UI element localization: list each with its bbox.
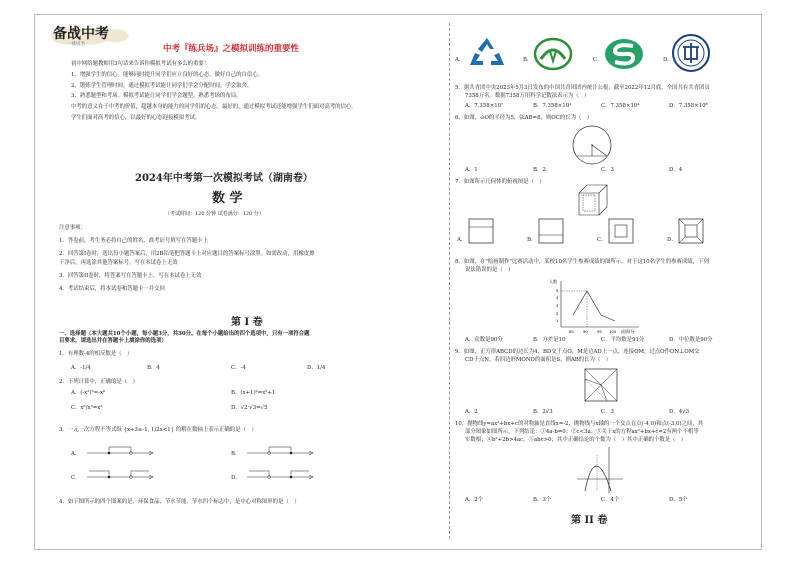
- q6-option-d: D．4: [669, 167, 683, 173]
- exam-page: [34, 14, 762, 550]
- q2-option-c: C．x⁶/x³=x²: [71, 405, 103, 411]
- q8-option-b: B．方差是10: [533, 337, 566, 343]
- q9-option-d: D．4√3: [669, 409, 690, 415]
- energy-saving-icon: [671, 33, 711, 73]
- q2-option-d: D．√2·√3=√5: [231, 405, 268, 411]
- q3-numberline-c: [85, 467, 155, 483]
- brand-logo-text: 备战中考: [53, 26, 109, 42]
- part1-desc: [59, 331, 310, 345]
- note-2: 2．回答第I卷时，选出每小题答案后，用2B铅笔把答题卡上对应题目的答案标号涂黑。如需改动，用橡皮擦: [59, 250, 315, 257]
- q8-ytick-0: 1: [556, 318, 559, 323]
- q2-stem: 2．下列计算中，正确的是（ ）: [59, 379, 138, 385]
- intro-p6: 学生们面对高考的信心，以最好的心态迎接模拟考试。: [71, 114, 201, 121]
- q10-stem-1: 10．抛物线y=ax²+bx+c的对称轴是直线x=-2，抛物线与x轴的一个交点在点(-4,0)和点(-3,0)之间，其: [455, 421, 704, 427]
- q8-ylabel: 人数: [549, 279, 557, 284]
- q4-option-a: A．: [455, 57, 465, 63]
- note-1: 1．答卷前，考生务必将自己的姓名、准考证号填写在答题卡上: [59, 237, 208, 244]
- q8-ytick-4: 5: [556, 288, 559, 293]
- q10-option-d: D．5个: [669, 497, 688, 503]
- q5-option-c: C．7.358×10⁴: [601, 103, 640, 109]
- q8-xlabel: 成绩/分: [621, 329, 635, 334]
- q5-option-d: D．7.358×10⁸: [669, 103, 708, 109]
- note-4: 4．考试结束后，将本试卷和答题卡一并交回: [59, 285, 165, 292]
- column-divider: [449, 23, 450, 539]
- q7-view-c: [607, 217, 635, 245]
- q4-option-c: C．: [593, 57, 603, 63]
- q6-circle-figure: [569, 123, 615, 167]
- q4-option-b: B．: [523, 57, 533, 63]
- q10-option-a: A．2个: [465, 497, 484, 503]
- brand-logo: [49, 21, 131, 49]
- q3-option-a: A．: [71, 451, 81, 457]
- q1-stem: 1．有理数-4的相反数是（ ）: [59, 351, 133, 357]
- intro-p4: 3、熟悉题型和考场。模拟考试能让同学们学会题型，熟悉考场的布局。: [71, 93, 242, 100]
- q10-parabola-figure: [575, 445, 625, 495]
- q7-option-b: B．: [527, 237, 537, 243]
- q8-stem-2: 说法错误的是（ ）: [465, 267, 514, 273]
- q7-option-a: A．: [457, 237, 467, 243]
- q6-option-a: A．1: [465, 167, 478, 173]
- note-3: 3．回答第II卷时，将答案写在答题卡上。写在本试卷上无效: [59, 273, 202, 279]
- intro-block: [71, 61, 431, 122]
- q8-option-c: C．平均数是91分: [601, 337, 645, 343]
- q3-numberline-a: [85, 443, 155, 459]
- part2-heading: 第 II 卷: [571, 515, 608, 526]
- q3-option-d: D．: [231, 475, 241, 481]
- q5-option-b: B．7.358×10³: [533, 103, 572, 109]
- q7-stem: 7．如图所示几何体的俯视图是（ ）: [455, 179, 545, 185]
- exam-title: 2024年中考第一次模拟考试（湖南卷）: [135, 173, 313, 184]
- q5-stem-1: 5．据共青团中央2023年5月3日发布的中国共青团团内统计公报，截至2022年12月底，全国共有共青团员: [455, 85, 710, 91]
- q8-score-chart: [547, 277, 643, 335]
- q10-option-c: C．4个: [601, 497, 620, 503]
- water-saving-icon: [603, 37, 645, 71]
- q8-ytick-2: 3: [556, 303, 559, 308]
- q6-option-b: B．2: [533, 167, 546, 173]
- part1-desc-1: 一、选择题（本大题共10个小题，每小题3分，共30分。在每个小题给出的四个选项中，只有一项符合题: [59, 331, 310, 337]
- q9-stem-1: 9．如图，正方形ABCD的边长为4，BD交于点O，M是边AD上一点，连接OM，过点O作ON⊥OM交: [455, 349, 700, 355]
- q3-option-c: C．: [71, 475, 81, 481]
- q6-option-c: C．3: [601, 167, 614, 173]
- q7-option-c: C．: [597, 237, 607, 243]
- q9-stem-2: CD于点N，若四边形MOND的面积是S，则AB的长为（ ）: [465, 357, 612, 363]
- q3-option-b: B．: [231, 451, 241, 457]
- intro-p3: 2、锻炼学生管理时间。通过模拟考试能让同学们学会分配时间，学会取舍。: [71, 82, 253, 89]
- q5-option-a: A．7.358×10⁷: [465, 103, 504, 109]
- q2-option-b: B．(x+1)²=x²+1: [231, 390, 276, 396]
- q9-option-a: A．2: [465, 409, 478, 415]
- q9-option-c: C．3: [601, 409, 614, 415]
- q3-numberline-b: [245, 443, 315, 459]
- part1-desc-2: 目要求，请选出并在答题卡上填涂你的选项）: [59, 337, 167, 344]
- q8-ytick-3: 4: [556, 295, 559, 300]
- q7-view-a: [467, 217, 495, 245]
- q1-option-a: A．-1/4: [71, 365, 91, 371]
- q8-stem-1: 8．如图，在"绘画制作"比赛活动中，某校10名学生参赛成绩的图所示，对于这10名学生的参赛成绩，下列: [455, 259, 709, 265]
- intro-p1: 初中网络题教师用3句话来告诉你模拟考试有多么的重要！: [71, 61, 210, 67]
- q7-view-b: [537, 217, 565, 245]
- q10-stem-2: 部分图象如图所示，下列结论：①4a-b=0；②c<3a；③关于x的方程ax²+bx+c=2有两个不相等: [465, 429, 699, 435]
- q3-stem: 3．一元一次方程不等式组 {x+3≥-1, 1/2x<1} 的解在数轴上表示正确的是（ ）: [59, 427, 257, 433]
- q2-option-a: A．(-x²)³=-x⁶: [71, 390, 106, 396]
- brand-logo-sub: 一战成名: [67, 42, 85, 47]
- q8-xtick-2: 95: [597, 329, 602, 334]
- notes-block: [59, 225, 439, 293]
- q1-option-d: D．1/4: [307, 365, 326, 371]
- q8-option-a: A．众数是90分: [465, 337, 503, 343]
- q1-option-b: B．4: [147, 365, 160, 371]
- q8-xtick-1: 90: [583, 329, 588, 334]
- exam-subject: 数 学: [212, 191, 243, 206]
- q7-option-d: D．: [667, 237, 677, 243]
- intro-p5: 中考的意义在于中考的价值，超越本身的能力的同学们的心态。最好的，通过模拟考试还能增强学生们面对高考的信心。: [71, 104, 357, 110]
- q8-xtick-3: 100: [609, 329, 617, 334]
- banner-title: 中考『练兵场』之模拟训练的重要性: [163, 44, 300, 54]
- q7-view-d: [677, 217, 705, 245]
- part1-heading: 第 I 卷: [231, 317, 263, 328]
- q7-solid-figure: [573, 183, 613, 217]
- q10-stem-3: 实数根；④b²+2b>4ac，⑤abc>0；其中正确结论的个数为（ ）其中正确的个数是（ ）: [465, 437, 687, 443]
- q9-square-figure: [581, 365, 621, 405]
- green-food-icon: [533, 37, 573, 71]
- q1-option-c: C．-4: [231, 365, 246, 371]
- q10-option-b: B．3个: [533, 497, 552, 503]
- q6-stem: 6．如图，⊙O的半径为5，弦AB=8，则OC的长为（ ）: [455, 115, 593, 121]
- recycle-icon: [467, 35, 507, 71]
- intro-p2: 1、增强学生的信心。能够同时提升同学们应立良好的心态，做好自己的自信心。: [71, 71, 264, 78]
- q5-stem-2: 7358万名。数据7358万用科学记数法表示为（ ）: [465, 93, 590, 99]
- exam-meta: （考试时间：120 分钟 试卷满分：120 分）: [165, 211, 264, 217]
- note-2b: 干净后，再选涂其他答案标号。写在本试卷上无效: [59, 260, 178, 267]
- notes-head: 注意事项：: [59, 225, 86, 231]
- q9-option-b: B．2√3: [533, 409, 553, 415]
- q4-option-d: D．: [663, 57, 673, 63]
- q8-xtick-0: 85: [569, 329, 574, 334]
- q8-option-d: D．中位数是90分: [669, 337, 713, 343]
- q8-ytick-1: 2: [556, 311, 559, 316]
- q3-numberline-d: [245, 467, 315, 483]
- q4-stem: 4．如下图所示的四个图案的是，环保食品、节水节能、节水四个标志中，是中心对称图形的是（ ）: [59, 499, 300, 505]
